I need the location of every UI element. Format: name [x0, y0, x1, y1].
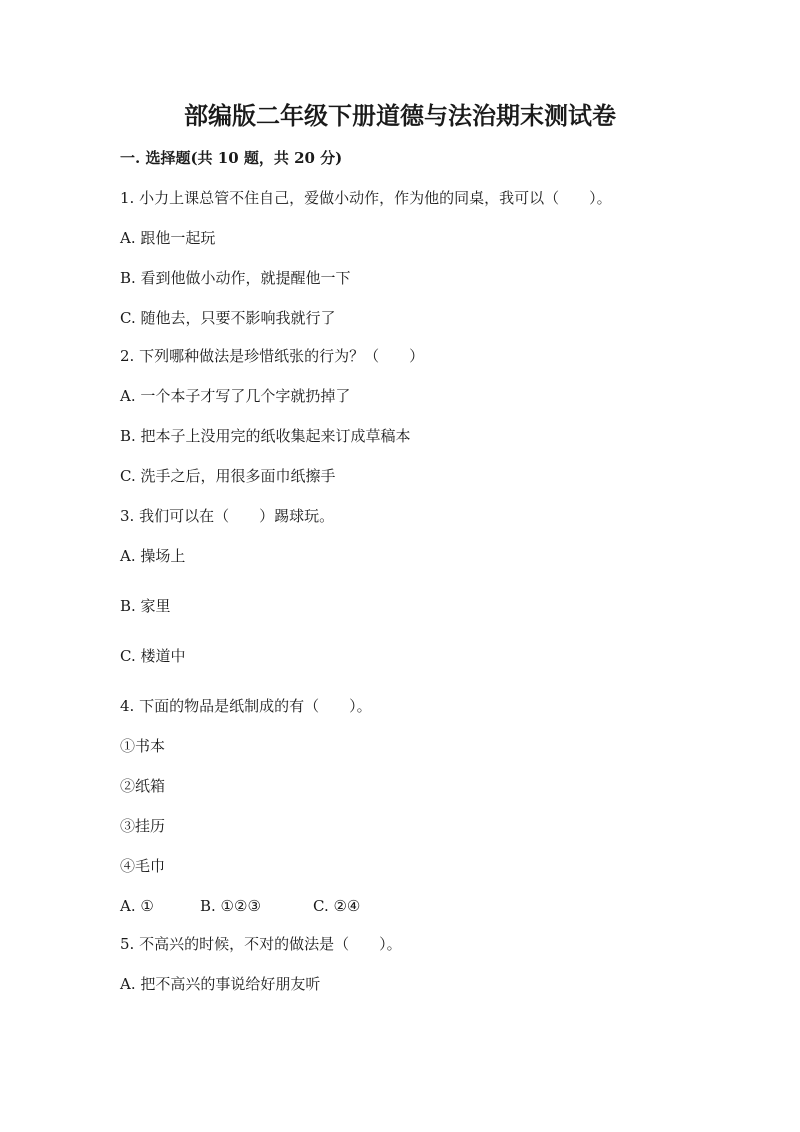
question-4-options [120, 896, 520, 916]
question-4-item-1: ①书本 [120, 737, 166, 755]
question-4-option-c: C. ②④ [313, 897, 361, 915]
question-2-option-c: C. 洗手之后，用很多面巾纸擦手 [120, 467, 336, 485]
question-3-stem: 3. 我们可以在（ ）踢球玩。 [120, 507, 335, 525]
question-1-option-a: A. 跟他一起玩 [120, 229, 216, 247]
section-heading: 一. 选择题(共 10 题，共 20 分) [120, 149, 343, 167]
question-3-option-c: C. 楼道中 [120, 647, 186, 665]
page-title: 部编版二年级下册道德与法治期末测试卷 [184, 101, 616, 130]
question-3-option-a: A. 操场上 [120, 547, 186, 565]
question-1-option-b: B. 看到他做小动作，就提醒他一下 [120, 269, 351, 287]
question-4-option-b: B. ①②③ [200, 897, 261, 915]
question-4-item-4: ④毛巾 [120, 857, 166, 875]
question-4-option-a: A. ① [120, 897, 154, 915]
question-4-item-2: ②纸箱 [120, 777, 166, 795]
question-3-option-b: B. 家里 [120, 597, 171, 615]
question-4-item-3: ③挂历 [120, 817, 166, 835]
question-2-option-a: A. 一个本子才写了几个字就扔掉了 [120, 387, 351, 405]
question-5-option-a: A. 把不高兴的事说给好朋友听 [120, 975, 321, 993]
question-4-stem: 4. 下面的物品是纸制成的有（ ）。 [120, 697, 372, 715]
question-2-stem: 2. 下列哪种做法是珍惜纸张的行为？（ ） [120, 347, 425, 365]
question-5-stem: 5. 不高兴的时候，不对的做法是（ ）。 [120, 935, 402, 953]
question-1-option-c: C. 随他去，只要不影响我就行了 [120, 309, 336, 327]
question-1-stem: 1. 小力上课总管不住自己，爱做小动作，作为他的同桌，我可以（ ）。 [120, 189, 612, 207]
question-2-option-b: B. 把本子上没用完的纸收集起来订成草稿本 [120, 427, 411, 445]
